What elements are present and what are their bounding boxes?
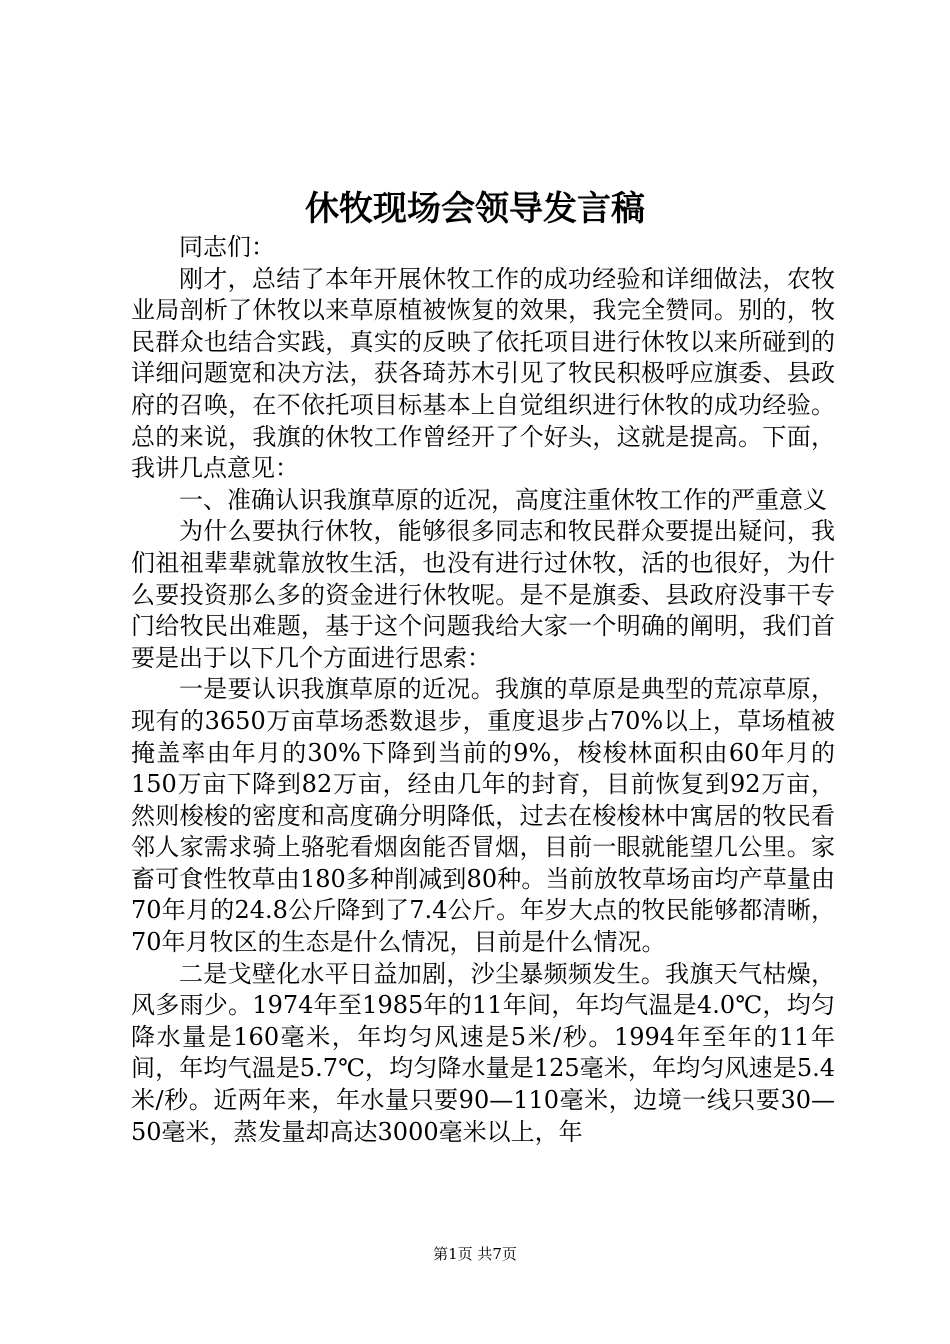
section-heading: 一、准确认识我旗草原的近况，高度注重休牧工作的严重意义 (179, 485, 827, 514)
document-title: 休牧现场会领导发言稿 (305, 189, 645, 229)
salutation-paragraph: 同志们： (179, 233, 275, 261)
body-paragraph: 二是戈壁化水平日益加剧，沙尘暴频频发生。我旗天气枯燥，风多雨少。1974年至1985年的11年间，年均气温是4.0℃，均匀降水量是160毫米，年均匀风速是5米/秒。1994年至年的11年间，年均气温是5.7℃，均匀降水量是125毫米，年均匀风速是5.4米/秒。近两年来，年水量只要90—110毫米，边境一线只要30—50毫米，蒸发量却高达3000毫米以上，年 (131, 959, 835, 1146)
document-body (131, 232, 835, 1148)
body-paragraph: 为什么要执行休牧，能够很多同志和牧民群众要提出疑问，我们祖祖辈辈就靠放牧生活，也没有进行过休牧，活的也很好，为什么要投资那么多的资金进行休牧呢。是不是旗委、县政府没事干专门给牧民出难题，基于这个问题我给大家一个明确的阐明，我们首要是出于以下几个方面进行思索： (131, 517, 835, 672)
body-paragraph: 刚才，总结了本年开展休牧工作的成功经验和详细做法，农牧业局剖析了休牧以来草原植被恢复的效果，我完全赞同。别的，牧民群众也结合实践，真实的反映了依托项目进行休牧以来所碰到的详细问题宽和决方法，获各琦苏木引见了牧民积极呼应旗委、县政府的召唤，在不依托项目标基本上自觉组织进行休牧的成功经验。总的来说，我旗的休牧工作曾经开了个好头，这就是提高。下面，我讲几点意见： (131, 264, 835, 483)
page-number-footer: 第1页 共7页 (433, 1245, 517, 1263)
body-paragraph: 一是要认识我旗草原的近况。我旗的草原是典型的荒凉草原，现有的3650万亩草场悉数退步，重度退步占70%以上，草场植被掩盖率由年月的30%下降到当前的9%，梭梭林面积由60年月的150万亩下降到82万亩，经由几年的封育，目前恢复到92万亩，然则梭梭的密度和高度确分明降低，过去在梭梭林中寓居的牧民看邻人家需求骑上骆驼看烟囱能否冒烟，目前一眼就能望几公里。家畜可食性牧草由180多种削减到80种。当前放牧草场亩均产草量由70年月的24.8公斤降到了7.4公斤。年岁大点的牧民能够都清晰，70年月牧区的生态是什么情况，目前是什么情况。 (131, 675, 835, 957)
